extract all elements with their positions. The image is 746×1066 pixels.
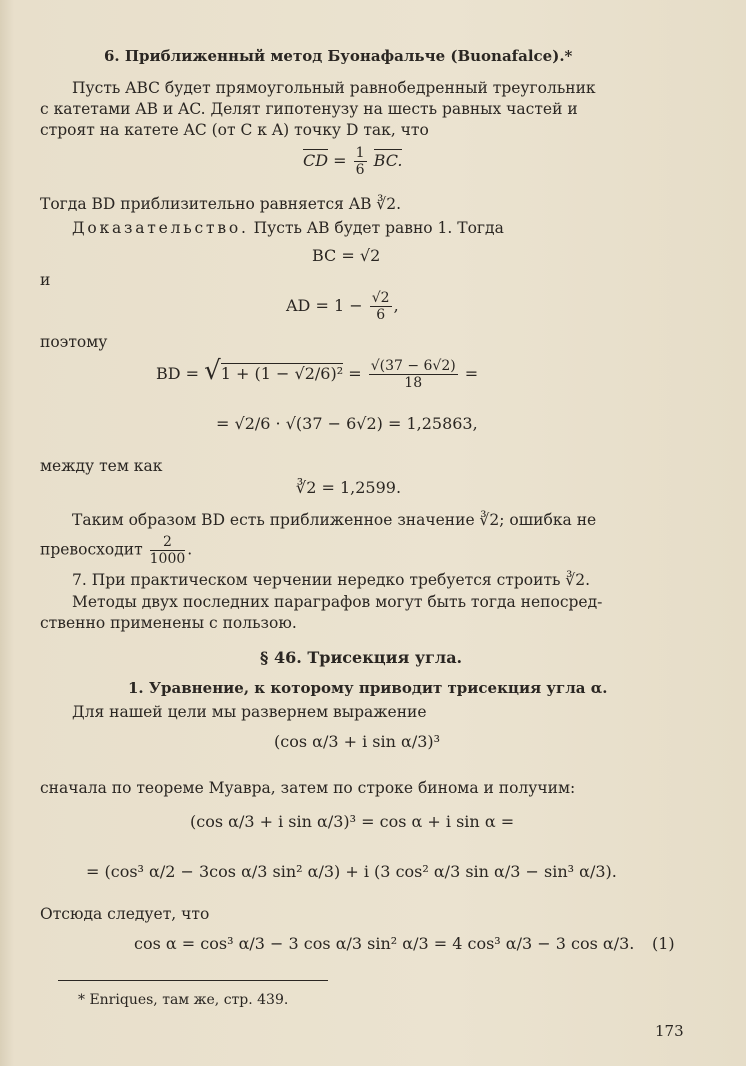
text-line: превосходит $\frac{2}{1000}$ . [40, 534, 193, 567]
text-line: Методы двух последних параграфов могут быть тогда непосред- [72, 593, 603, 611]
subsection-title: 1. Уравнение, к которому приводит трисекция угла α. [128, 679, 608, 697]
equation-number: (1) [652, 934, 675, 953]
equation-cbrt2: ∛2 = 1,2599. [296, 478, 402, 497]
equation-binomial: = (cos³ α/2 − 3cos α/3 sin² α/3) + i (3 cos² α/3 sin α/3 − sin³ α/3). [86, 862, 617, 881]
text-and: и [40, 271, 51, 289]
equation-ad: AD = 1 − $\frac{√2}{6}$ , [286, 290, 399, 323]
section-6-heading: 6. Приближенный метод Буонафальче (Buonafalce).* [104, 47, 573, 65]
section-7-line: 7. При практическом черчении нередко требуется строить ∛2. [72, 571, 591, 589]
text-line: с катетами AB и AC. Делят гипотенузу на шесть равных частей и [40, 100, 578, 118]
footnote-divider [58, 980, 328, 981]
text-line: ственно применены с пользою. [40, 614, 297, 632]
text-line: Для нашей цели мы развернем выражение [72, 703, 427, 721]
equation-cd: CD = $\frac{1}{6}$ BC. [303, 145, 403, 178]
text-line: Тогда BD приблизительно равняется AB ∛2. [40, 195, 402, 213]
text-therefore: поэтому [40, 333, 108, 351]
text-line: строят на катете AC (от C к A) точку D так, что [40, 121, 429, 139]
equation-1: cos α = cos³ α/3 − 3 cos α/3 sin² α/3 = 4 cos³ α/3 − 3 cos α/3. [134, 934, 635, 953]
expression-cos-isin: (cos α/3 + i sin α/3)³ [274, 732, 441, 751]
text-meanwhile: между тем как [40, 457, 163, 475]
equation-bd: BD = √1 + (1 − √2/6)² = $\frac{√(37 - 6√2)}{18}$ = [156, 356, 479, 391]
footnote: * Enriques, там же, стр. 439. [78, 992, 289, 1008]
text-line: Таким образом BD есть приближенное значение ∛2; ошибка не [72, 511, 597, 529]
proof-line: Доказательство. Пусть AB будет равно 1. Тогда [72, 219, 504, 237]
equation-bd-value: = √2/6 · √(37 − 6√2) = 1,25863, [216, 414, 478, 433]
text-line: Отсюда следует, что [40, 905, 210, 923]
equation-bc: BC = √2 [312, 246, 381, 265]
section-46-title: § 46. Трисекция угла. [260, 648, 463, 667]
equation-moivre: (cos α/3 + i sin α/3)³ = cos α + i sin α = [190, 812, 515, 831]
text-line: Пусть ABC будет прямоугольный равнобедренный треугольник [72, 79, 596, 97]
text-line: сначала по теореме Муавра, затем по строке бинома и получим: [40, 779, 576, 797]
page-number: 173 [655, 1022, 684, 1040]
